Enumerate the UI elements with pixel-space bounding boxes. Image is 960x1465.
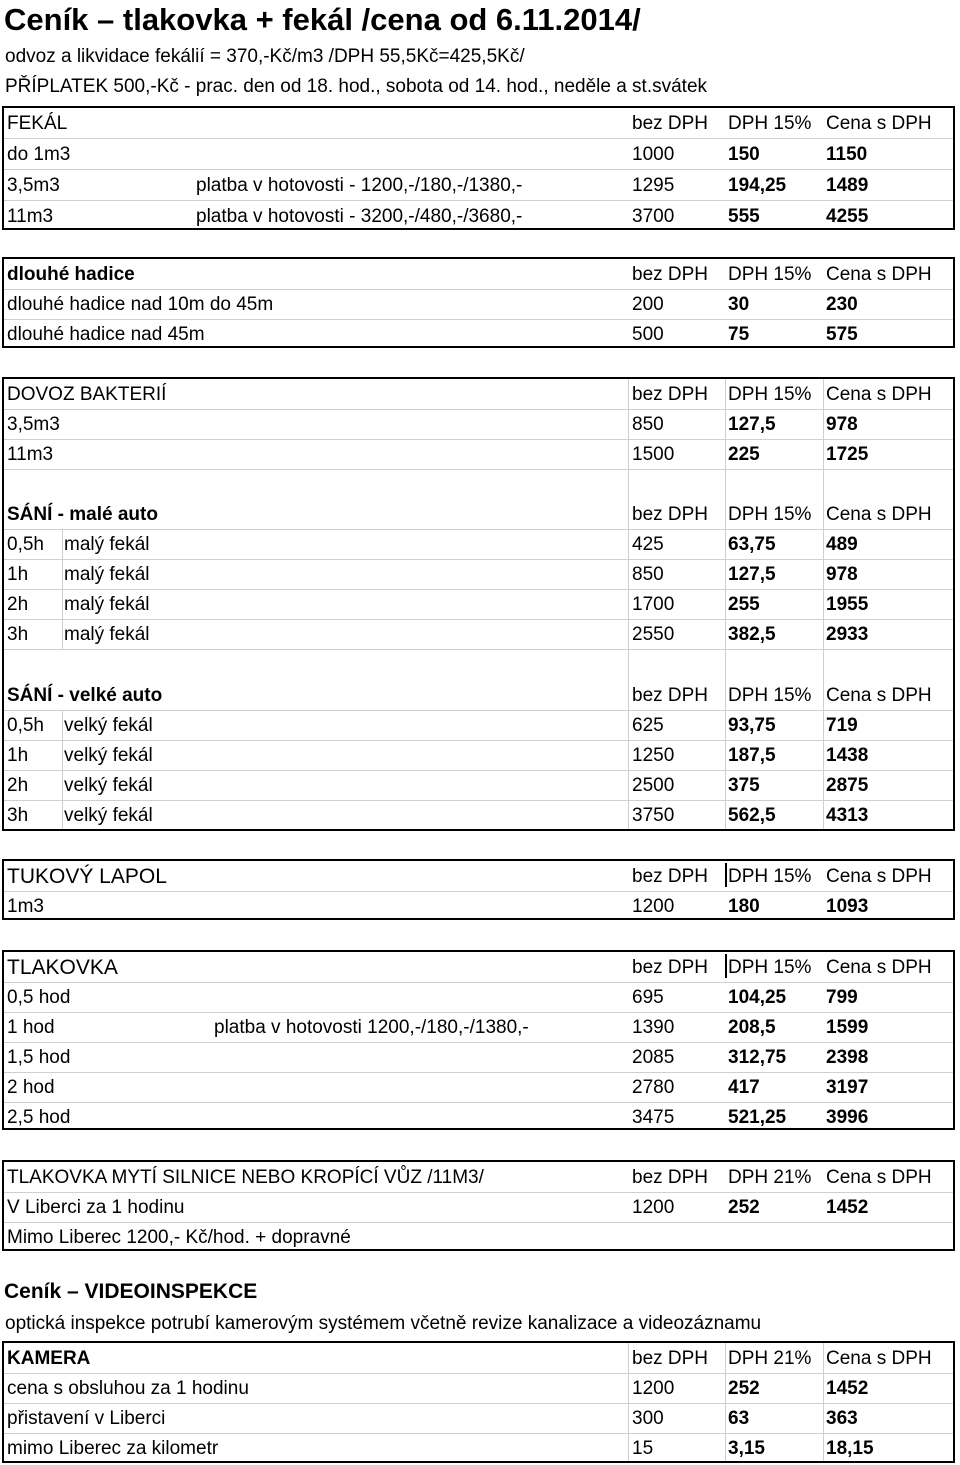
price-bez-dph: 2500 xyxy=(632,775,675,796)
price-dph: 252 xyxy=(728,1197,760,1218)
row-label: 2,5 hod xyxy=(7,1107,71,1128)
section-header-row xyxy=(4,1343,953,1374)
table-row xyxy=(4,409,953,440)
price-cena: 1438 xyxy=(826,745,869,766)
table-row xyxy=(4,201,953,231)
section-header-row xyxy=(4,952,953,983)
table-row xyxy=(4,1192,953,1223)
col-header-cena: Cena s DPH xyxy=(826,1348,932,1369)
section-lapol xyxy=(2,859,955,920)
price-cena: 1452 xyxy=(826,1197,869,1218)
section-title: dlouhé hadice xyxy=(7,264,135,285)
table-row xyxy=(4,740,953,771)
table-row xyxy=(4,1433,953,1463)
row-sublabel: velký fekál xyxy=(64,775,153,796)
price-cena: 4255 xyxy=(826,206,869,227)
price-dph: 194,25 xyxy=(728,175,787,196)
section-header-row xyxy=(4,861,953,892)
row-sublabel: velký fekál xyxy=(64,715,153,736)
section-header-row xyxy=(4,680,953,711)
row-label: mimo Liberec za kilometr xyxy=(7,1438,219,1459)
price-bez-dph: 1250 xyxy=(632,745,675,766)
price-dph: 208,5 xyxy=(728,1017,776,1038)
col-header-dph: DPH 21% xyxy=(728,1167,812,1188)
row-sublabel: malý fekál xyxy=(64,624,150,645)
col-header-cena: Cena s DPH xyxy=(826,1167,932,1188)
row-label: dlouhé hadice nad 45m xyxy=(7,324,205,345)
row-note: platba v hotovosti 1200,-/180,-/1380,- xyxy=(214,1017,529,1038)
col-header-cena: Cena s DPH xyxy=(826,685,932,706)
row-label: V Liberci za 1 hodinu xyxy=(7,1197,185,1218)
col-header-cena: Cena s DPH xyxy=(826,957,932,978)
price-dph: 382,5 xyxy=(728,624,776,645)
price-bez-dph: 2780 xyxy=(632,1077,675,1098)
table-row xyxy=(4,1042,953,1073)
page-title: Ceník – tlakovka + fekál /cena od 6.11.2014/ xyxy=(4,2,641,37)
price-dph: 417 xyxy=(728,1077,760,1098)
price-dph: 150 xyxy=(728,144,760,165)
section-myti-silnice xyxy=(2,1160,955,1251)
price-cena: 1955 xyxy=(826,594,869,615)
row-label: dlouhé hadice nad 10m do 45m xyxy=(7,294,274,315)
section-header-row xyxy=(4,259,953,290)
col-header-dph: DPH 15% xyxy=(728,685,812,706)
row-note: platba v hotovosti - 1200,-/180,-/1380,- xyxy=(196,175,523,196)
price-dph: 180 xyxy=(728,896,760,917)
table-row xyxy=(4,1222,953,1252)
table-row xyxy=(4,1373,953,1404)
price-bez-dph: 15 xyxy=(632,1438,654,1459)
table-row xyxy=(4,1102,953,1132)
row-sublabel: malý fekál xyxy=(64,564,150,585)
price-dph: 312,75 xyxy=(728,1047,787,1068)
video-description: optická inspekce potrubí kamerovým systémem včetně revize kanalizace a videozáznamu xyxy=(5,1313,762,1334)
price-bez-dph: 3700 xyxy=(632,206,675,227)
price-cena: 1599 xyxy=(826,1017,869,1038)
empty-row xyxy=(4,649,953,679)
table-row xyxy=(4,619,953,650)
col-header-cena: Cena s DPH xyxy=(826,504,932,525)
col-header-bez-dph: bez DPH xyxy=(632,1348,709,1369)
section-title: TLAKOVKA xyxy=(7,956,118,979)
price-bez-dph: 2085 xyxy=(632,1047,675,1068)
price-bez-dph: 1200 xyxy=(632,1197,675,1218)
price-bez-dph: 1500 xyxy=(632,444,675,465)
section-title: SÁNÍ - velké auto xyxy=(7,685,163,706)
row-note: platba v hotovosti - 3200,-/480,-/3680,- xyxy=(196,206,523,227)
price-bez-dph: 2550 xyxy=(632,624,675,645)
row-label: 0,5h xyxy=(7,715,44,736)
col-header-bez-dph: bez DPH xyxy=(632,1167,709,1188)
col-header-dph: DPH 15% xyxy=(728,866,812,887)
section-header-row xyxy=(4,379,953,410)
row-label: 11m3 xyxy=(7,444,54,465)
disposal-price-note: odvoz a likvidace fekálií = 370,-Kč/m3 /DPH 55,5Kč=425,5Kč/ xyxy=(5,46,525,67)
section-title: KAMERA xyxy=(7,1348,91,1369)
price-dph: 521,25 xyxy=(728,1107,787,1128)
price-dph: 252 xyxy=(728,1378,760,1399)
table-row xyxy=(4,529,953,560)
col-header-dph: DPH 15% xyxy=(728,264,812,285)
price-cena: 363 xyxy=(826,1408,858,1429)
price-bez-dph: 3750 xyxy=(632,805,675,826)
section-tlakovka xyxy=(2,950,955,1130)
row-label: 1h xyxy=(7,564,29,585)
price-bez-dph: 500 xyxy=(632,324,664,345)
video-heading: Ceník – VIDEOINSPEKCE xyxy=(4,1280,258,1303)
price-bez-dph: 1200 xyxy=(632,896,675,917)
price-dph: 255 xyxy=(728,594,760,615)
col-header-dph: DPH 15% xyxy=(728,957,812,978)
row-label: 3,5m3 xyxy=(7,414,60,435)
row-label: 3,5m3 xyxy=(7,175,60,196)
price-bez-dph: 300 xyxy=(632,1408,664,1429)
table-row xyxy=(4,139,953,170)
price-dph: 127,5 xyxy=(728,564,776,585)
table-row xyxy=(4,982,953,1013)
price-cena: 978 xyxy=(826,414,858,435)
price-bez-dph: 3475 xyxy=(632,1107,675,1128)
price-dph: 30 xyxy=(728,294,750,315)
col-header-bez-dph: bez DPH xyxy=(632,113,709,134)
section-sani-male xyxy=(2,499,955,680)
price-dph: 3,15 xyxy=(728,1438,765,1459)
price-cena: 575 xyxy=(826,324,858,345)
row-label: 1 hod xyxy=(7,1017,55,1038)
row-sublabel: velký fekál xyxy=(64,745,153,766)
price-cena: 1489 xyxy=(826,175,869,196)
table-row xyxy=(4,1403,953,1434)
price-dph: 127,5 xyxy=(728,414,776,435)
section-header-row xyxy=(4,499,953,530)
price-cena: 1452 xyxy=(826,1378,869,1399)
price-bez-dph: 850 xyxy=(632,414,664,435)
price-cena: 799 xyxy=(826,987,858,1008)
price-bez-dph: 625 xyxy=(632,715,664,736)
price-cena: 3996 xyxy=(826,1107,869,1128)
row-sublabel: velký fekál xyxy=(64,805,153,826)
price-cena: 1093 xyxy=(826,896,869,917)
table-row xyxy=(4,800,953,830)
row-label: 3h xyxy=(7,624,29,645)
price-cena: 18,15 xyxy=(826,1438,874,1459)
row-label: 2h xyxy=(7,594,29,615)
section-title: TLAKOVKA MYTÍ SILNICE NEBO KROPÍCÍ VŮZ /11M3/ xyxy=(7,1167,484,1188)
row-label: 2 hod xyxy=(7,1077,55,1098)
col-header-dph: DPH 21% xyxy=(728,1348,812,1369)
col-header-cena: Cena s DPH xyxy=(826,866,932,887)
price-bez-dph: 425 xyxy=(632,534,664,555)
price-dph: 225 xyxy=(728,444,760,465)
price-bez-dph: 1390 xyxy=(632,1017,675,1038)
section-header-row xyxy=(4,108,953,139)
table-row xyxy=(4,891,953,921)
table-row xyxy=(4,559,953,590)
col-header-cena: Cena s DPH xyxy=(826,113,932,134)
section-sani-velke xyxy=(2,680,955,831)
table-row xyxy=(4,289,953,320)
price-cena: 230 xyxy=(826,294,858,315)
row-label: přistavení v Liberci xyxy=(7,1408,166,1429)
section-kamera xyxy=(2,1341,955,1463)
section-title: SÁNÍ - malé auto xyxy=(7,504,158,525)
table-row xyxy=(4,319,953,349)
table-row xyxy=(4,1012,953,1043)
price-bez-dph: 1200 xyxy=(632,1378,675,1399)
price-bez-dph: 850 xyxy=(632,564,664,585)
row-sublabel: malý fekál xyxy=(64,594,150,615)
section-fekal xyxy=(2,106,955,230)
price-bez-dph: 1700 xyxy=(632,594,675,615)
col-header-dph: DPH 15% xyxy=(728,504,812,525)
col-header-cena: Cena s DPH xyxy=(826,384,932,405)
price-cena: 4313 xyxy=(826,805,869,826)
col-header-bez-dph: bez DPH xyxy=(632,957,709,978)
surcharge-note: PŘÍPLATEK 500,-Kč - prac. den od 18. hod., sobota od 14. hod., neděle a st.svátek xyxy=(5,76,708,97)
price-dph: 63,75 xyxy=(728,534,776,555)
empty-row xyxy=(4,469,953,499)
row-label: 1m3 xyxy=(7,896,44,917)
row-label: 0,5 hod xyxy=(7,987,71,1008)
row-label: 0,5h xyxy=(7,534,44,555)
row-label: 2h xyxy=(7,775,29,796)
price-cena: 489 xyxy=(826,534,858,555)
price-bez-dph: 1295 xyxy=(632,175,675,196)
price-bez-dph: 695 xyxy=(632,987,664,1008)
row-label: Mimo Liberec 1200,- Kč/hod. + dopravné xyxy=(7,1227,351,1248)
col-header-bez-dph: bez DPH xyxy=(632,685,709,706)
col-header-bez-dph: bez DPH xyxy=(632,264,709,285)
section-title: FEKÁL xyxy=(7,113,68,134)
price-cena: 2398 xyxy=(826,1047,869,1068)
table-row xyxy=(4,770,953,801)
col-header-bez-dph: bez DPH xyxy=(632,504,709,525)
price-cena: 3197 xyxy=(826,1077,869,1098)
table-row xyxy=(4,439,953,470)
price-bez-dph: 1000 xyxy=(632,144,675,165)
price-dph: 375 xyxy=(728,775,760,796)
price-dph: 63 xyxy=(728,1408,750,1429)
col-header-cena: Cena s DPH xyxy=(826,264,932,285)
col-header-bez-dph: bez DPH xyxy=(632,866,709,887)
price-dph: 562,5 xyxy=(728,805,776,826)
row-label: 1h xyxy=(7,745,29,766)
row-label: cena s obsluhou za 1 hodinu xyxy=(7,1378,249,1399)
col-header-dph: DPH 15% xyxy=(728,384,812,405)
section-title: TUKOVÝ LAPOL xyxy=(7,865,167,888)
col-header-dph: DPH 15% xyxy=(728,113,812,134)
row-label: 11m3 xyxy=(7,206,54,227)
table-row xyxy=(4,170,953,201)
row-label: 3h xyxy=(7,805,29,826)
table-row xyxy=(4,710,953,741)
row-label: 1,5 hod xyxy=(7,1047,71,1068)
price-cena: 2875 xyxy=(826,775,869,796)
section-title: DOVOZ BAKTERIÍ xyxy=(7,384,167,405)
price-cena: 1150 xyxy=(826,144,868,165)
price-bez-dph: 200 xyxy=(632,294,664,315)
price-cena: 719 xyxy=(826,715,858,736)
price-dph: 93,75 xyxy=(728,715,776,736)
table-row xyxy=(4,589,953,620)
row-label: do 1m3 xyxy=(7,144,71,165)
price-cena: 1725 xyxy=(826,444,869,465)
price-cena: 2933 xyxy=(826,624,869,645)
price-dph: 104,25 xyxy=(728,987,787,1008)
price-dph: 555 xyxy=(728,206,760,227)
price-dph: 187,5 xyxy=(728,745,776,766)
section-header-row xyxy=(4,1162,953,1193)
price-cena: 978 xyxy=(826,564,858,585)
col-header-bez-dph: bez DPH xyxy=(632,384,709,405)
row-sublabel: malý fekál xyxy=(64,534,150,555)
table-row xyxy=(4,1072,953,1103)
price-dph: 75 xyxy=(728,324,750,345)
section-hadice xyxy=(2,257,955,348)
section-bakterie xyxy=(2,377,955,499)
